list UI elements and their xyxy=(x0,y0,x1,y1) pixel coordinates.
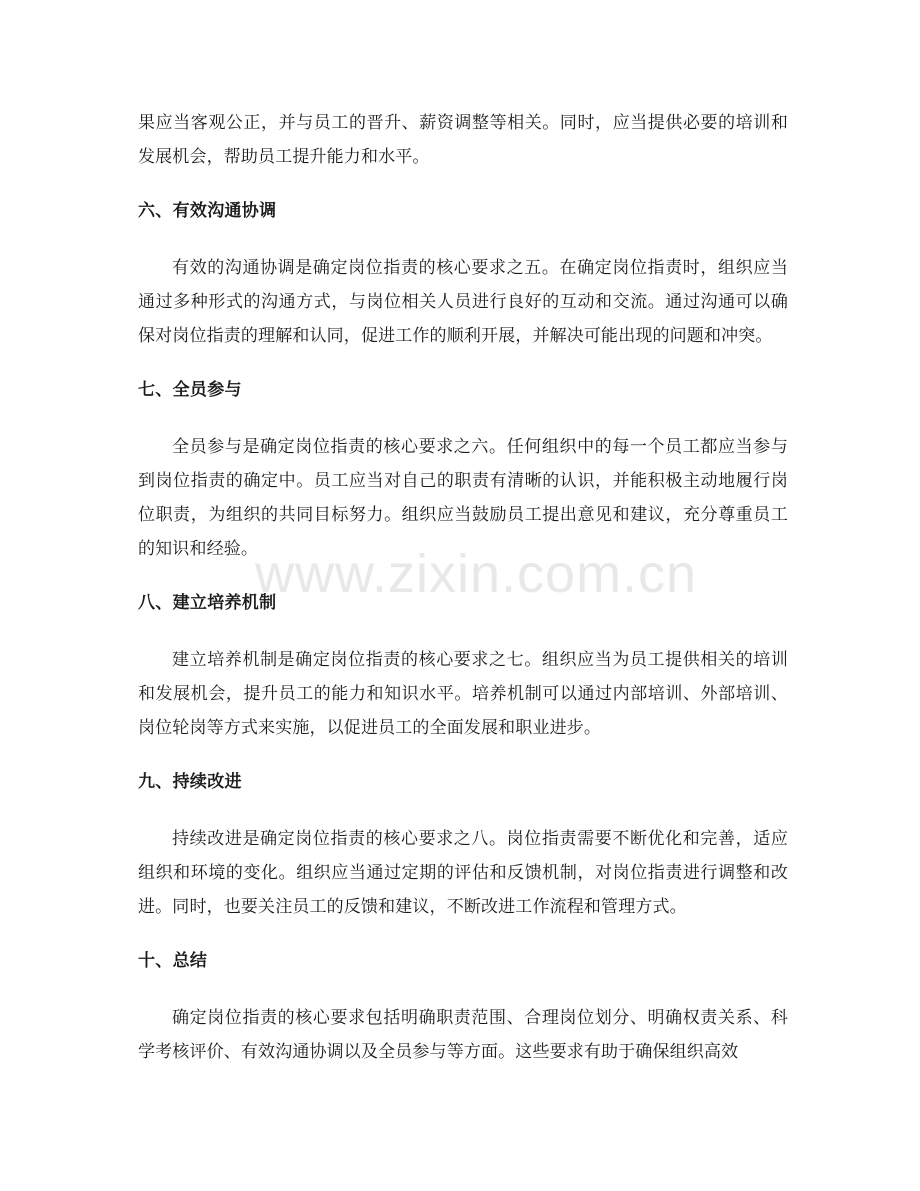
section-heading-6: 六、有效沟通协调 xyxy=(138,201,277,221)
watermark: www.zixin.com.cn xyxy=(255,544,698,604)
section-heading-9: 九、持续改进 xyxy=(138,772,242,792)
section-body-6: 有效的沟通协调是确定岗位指责的核心要求之五。在确定岗位指责时，组织应当通过多种形式的沟通方式，与岗位相关人员进行良好的互动和交流。通过沟通可以确保对岗位指责的理解和认同，促进工作的顺利开展，并解决可能出现的问题和冲突。 xyxy=(138,258,788,346)
section-body-10: 确定岗位指责的核心要求包括明确职责范围、合理岗位划分、明确权责关系、科学考核评价、有效沟通协调以及全员参与等方面。这些要求有助于确保组织高效 xyxy=(138,1008,788,1062)
section-heading-8: 八、建立培养机制 xyxy=(138,593,277,613)
section-body-7: 全员参与是确定岗位指责的核心要求之六。任何组织中的每一个员工都应当参与到岗位指责的确定中。员工应当对自己的职责有清晰的认识，并能积极主动地履行岗位职责，为组织的共同目标努力。组织应当鼓励员工提出意见和建议，充分尊重员工的知识和经验。 xyxy=(138,437,788,559)
section-body-8: 建立培养机制是确定岗位指责的核心要求之七。组织应当为员工提供相关的培训和发展机会，提升员工的能力和知识水平。培养机制可以通过内部培训、外部培训、岗位轮岗等方式来实施，以促进员工的全面发展和职业进步。 xyxy=(138,650,788,738)
intro-paragraph: 果应当客观公正，并与员工的晋升、薪资调整等相关。同时，应当提供必要的培训和发展机会，帮助员工提升能力和水平。 xyxy=(138,113,788,167)
section-heading-7: 七、全员参与 xyxy=(138,380,242,400)
section-body-9: 持续改进是确定岗位指责的核心要求之八。岗位指责需要不断优化和完善，适应组织和环境的变化。组织应当通过定期的评估和反馈机制，对岗位指责进行调整和改进。同时，也要关注员工的反馈和建议，不断改进工作流程和管理方式。 xyxy=(138,829,788,917)
document-body xyxy=(138,106,788,1069)
section-heading-10: 十、总结 xyxy=(138,951,208,971)
